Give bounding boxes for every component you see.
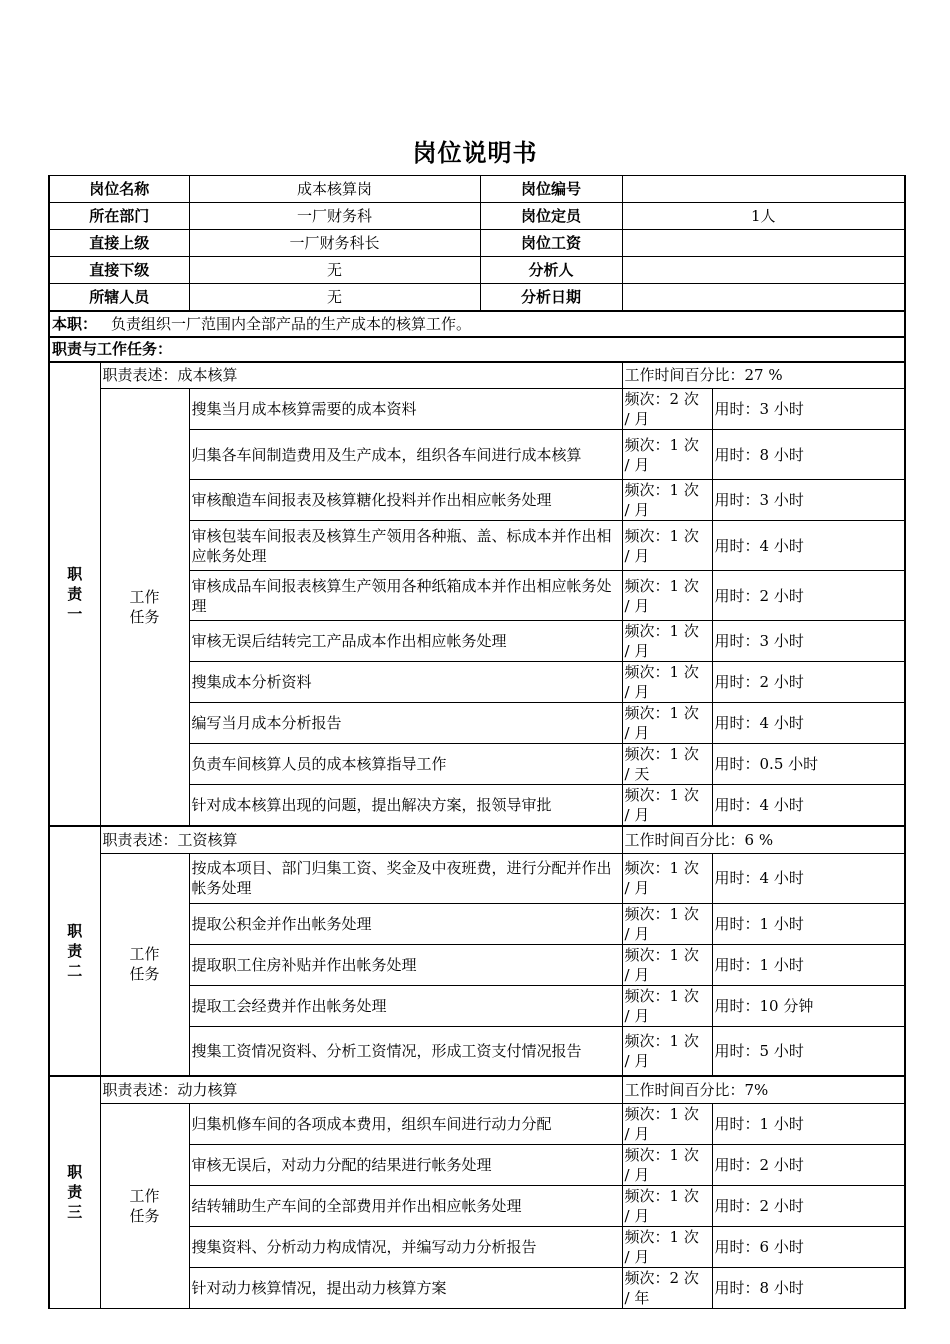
task-duration: 用时：2 小时 xyxy=(712,571,905,621)
duty-desc-row xyxy=(49,826,905,853)
task-frequency xyxy=(622,1185,712,1226)
summary-text: 负责组织一厂范围内全部产品的生产成本的核算工作。 xyxy=(111,314,472,333)
work-task-text: 工作任务 xyxy=(129,588,160,626)
info-row xyxy=(49,284,905,311)
task-duration: 用时：3 小时 xyxy=(712,480,905,521)
frequency-period: / 年 xyxy=(624,1288,650,1307)
info-value xyxy=(622,230,905,257)
frequency-period: / 月 xyxy=(624,1124,650,1143)
frequency-count: 频次：1 次 xyxy=(624,526,699,545)
task-duration: 用时：3 小时 xyxy=(712,389,905,430)
frequency-count: 频次：1 次 xyxy=(624,1145,699,1164)
work-task-label xyxy=(100,389,189,827)
task-text: 搜集资料、分析动力构成情况，并编写动力分析报告 xyxy=(189,1226,622,1267)
summary-row xyxy=(49,311,905,337)
task-text: 针对成本核算出现的问题，提出解决方案，报领导审批 xyxy=(189,785,622,827)
task-text: 搜集工资情况资料、分析工资情况，形成工资支付情况报告 xyxy=(189,1026,622,1076)
work-task-text: 工作任务 xyxy=(129,1186,160,1225)
frequency-count: 频次：1 次 xyxy=(624,1031,699,1050)
frequency-count: 频次：1 次 xyxy=(624,745,699,763)
info-value xyxy=(622,176,905,203)
info-value: 一厂财务科长 xyxy=(189,230,480,257)
task-duration: 用时：2 小时 xyxy=(712,662,905,703)
task-frequency xyxy=(622,903,712,944)
frequency-period: / 月 xyxy=(624,1247,650,1266)
duty-name-text: 职责三 xyxy=(67,1163,83,1222)
task-duration: 用时：4 小时 xyxy=(712,521,905,571)
task-row xyxy=(49,853,905,903)
frequency-count: 频次：1 次 xyxy=(624,786,699,804)
task-duration: 用时：4 小时 xyxy=(712,785,905,827)
task-text: 负责车间核算人员的成本核算指导工作 xyxy=(189,744,622,785)
work-task-text: 工作任务 xyxy=(129,945,160,984)
info-value xyxy=(622,257,905,284)
frequency-count: 频次：1 次 xyxy=(624,859,699,877)
task-text: 按成本项目、部门归集工资、奖金及中夜班费，进行分配并作出帐务处理 xyxy=(189,853,622,903)
task-duration: 用时：1 小时 xyxy=(712,1103,905,1144)
frequency-count: 频次：1 次 xyxy=(624,986,699,1005)
task-text: 搜集成本分析资料 xyxy=(189,662,622,703)
frequency-count: 频次：1 次 xyxy=(624,945,699,964)
frequency-count: 频次：1 次 xyxy=(624,576,699,595)
work-task-label xyxy=(100,1103,189,1308)
task-duration: 用时：8 小时 xyxy=(712,1267,905,1308)
task-duration: 用时：2 小时 xyxy=(712,1185,905,1226)
page-title: 岗位说明书 xyxy=(412,139,538,167)
duty-percent: 工作时间百分比：6 % xyxy=(622,826,905,853)
frequency-count: 频次：1 次 xyxy=(624,663,699,681)
info-row xyxy=(49,257,905,284)
task-duration: 用时：1 小时 xyxy=(712,903,905,944)
frequency-count: 频次：2 次 xyxy=(624,390,699,408)
frequency-count: 频次：1 次 xyxy=(624,481,699,499)
task-duration: 用时：6 小时 xyxy=(712,1226,905,1267)
frequency-period: / 月 xyxy=(624,1206,650,1225)
task-text: 结转辅助生产车间的全部费用并作出相应帐务处理 xyxy=(189,1185,622,1226)
task-frequency xyxy=(622,621,712,662)
frequency-period: / 月 xyxy=(624,1006,650,1025)
task-frequency xyxy=(622,785,712,827)
task-frequency xyxy=(622,1026,712,1076)
task-duration: 用时：2 小时 xyxy=(712,1144,905,1185)
frequency-count: 频次：2 次 xyxy=(624,1268,699,1287)
task-text: 提取工会经费并作出帐务处理 xyxy=(189,985,622,1026)
info-label: 直接下级 xyxy=(49,257,189,284)
task-text: 审核包装车间报表及核算生产领用各种瓶、盖、标成本并作出相应帐务处理 xyxy=(189,521,622,571)
duty-percent: 工作时间百分比：7% xyxy=(622,1076,905,1103)
task-frequency xyxy=(622,480,712,521)
task-frequency xyxy=(622,1267,712,1308)
duty-name xyxy=(49,1076,100,1308)
info-label: 岗位定员 xyxy=(480,203,622,230)
task-duration: 用时：10 分钟 xyxy=(712,985,905,1026)
frequency-count: 频次：1 次 xyxy=(624,704,699,722)
task-text: 审核酿造车间报表及核算糖化投料并作出相应帐务处理 xyxy=(189,480,622,521)
work-task-label xyxy=(100,853,189,1076)
frequency-period: / 月 xyxy=(624,596,650,615)
task-frequency xyxy=(622,430,712,480)
task-text: 编写当月成本分析报告 xyxy=(189,703,622,744)
task-frequency xyxy=(622,1226,712,1267)
frequency-period: / 月 xyxy=(624,683,650,701)
frequency-period: / 月 xyxy=(624,546,650,565)
duty-name-text: 职责一 xyxy=(67,564,83,623)
task-frequency xyxy=(622,944,712,985)
info-label: 直接上级 xyxy=(49,230,189,257)
duty-name xyxy=(49,826,100,1076)
task-text: 审核无误后，对动力分配的结果进行帐务处理 xyxy=(189,1144,622,1185)
frequency-count: 频次：1 次 xyxy=(624,1104,699,1123)
task-duration: 用时：5 小时 xyxy=(712,1026,905,1076)
task-duration: 用时：1 小时 xyxy=(712,944,905,985)
frequency-period: / 月 xyxy=(624,1051,650,1070)
task-frequency xyxy=(622,985,712,1026)
frequency-period: / 月 xyxy=(624,806,650,824)
duty-desc: 职责表述：动力核算 xyxy=(100,1076,622,1103)
task-text: 搜集当月成本核算需要的成本资料 xyxy=(189,389,622,430)
duty-desc-row xyxy=(49,1076,905,1103)
frequency-count: 频次：1 次 xyxy=(624,435,699,454)
info-row xyxy=(49,203,905,230)
info-label: 岗位工资 xyxy=(480,230,622,257)
task-text: 针对动力核算情况，提出动力核算方案 xyxy=(189,1267,622,1308)
summary-label: 本职： xyxy=(52,314,98,333)
duties-header xyxy=(49,337,905,362)
task-text: 归集各车间制造费用及生产成本，组织各车间进行成本核算 xyxy=(189,430,622,480)
duty-percent: 工作时间百分比：27 % xyxy=(622,362,905,389)
task-duration: 用时：4 小时 xyxy=(712,703,905,744)
info-label: 分析日期 xyxy=(480,284,622,311)
task-frequency xyxy=(622,389,712,430)
info-label: 所辖人员 xyxy=(49,284,189,311)
task-frequency xyxy=(622,1103,712,1144)
frequency-period: / 月 xyxy=(624,642,650,660)
info-label: 岗位名称 xyxy=(49,176,189,203)
info-label: 分析人 xyxy=(480,257,622,284)
task-frequency xyxy=(622,703,712,744)
duty-desc: 职责表述：工资核算 xyxy=(100,826,622,853)
task-duration: 用时：0.5 小时 xyxy=(712,744,905,785)
info-value: 一厂财务科 xyxy=(189,203,480,230)
info-value: 无 xyxy=(189,257,480,284)
frequency-period: / 月 xyxy=(624,410,650,428)
task-frequency xyxy=(622,744,712,785)
frequency-period: / 月 xyxy=(624,965,650,984)
duty-name xyxy=(49,362,100,827)
task-text: 提取职工住房补贴并作出帐务处理 xyxy=(189,944,622,985)
duty-name-text: 职责二 xyxy=(67,922,83,980)
task-row xyxy=(49,1103,905,1144)
info-value: 成本核算岗 xyxy=(189,176,480,203)
task-duration: 用时：8 小时 xyxy=(712,430,905,480)
task-text: 归集机修车间的各项成本费用，组织车间进行动力分配 xyxy=(189,1103,622,1144)
task-row xyxy=(49,389,905,430)
task-frequency xyxy=(622,1144,712,1185)
frequency-period: / 月 xyxy=(624,924,650,943)
task-frequency xyxy=(622,571,712,621)
task-frequency xyxy=(622,521,712,571)
duties-header-label: 职责与工作任务： xyxy=(52,340,173,358)
info-value: 1人 xyxy=(622,203,905,230)
task-duration: 用时：4 小时 xyxy=(712,853,905,903)
task-frequency xyxy=(622,853,712,903)
frequency-count: 频次：1 次 xyxy=(624,1186,699,1205)
duties-header-row xyxy=(49,337,905,362)
frequency-count: 频次：1 次 xyxy=(624,904,699,923)
frequency-count: 频次：1 次 xyxy=(624,1227,699,1246)
frequency-count: 频次：1 次 xyxy=(624,622,699,640)
info-label: 岗位编号 xyxy=(480,176,622,203)
info-label: 所在部门 xyxy=(49,203,189,230)
task-text: 提取公积金并作出帐务处理 xyxy=(189,903,622,944)
task-frequency xyxy=(622,662,712,703)
summary-cell xyxy=(49,311,905,337)
task-text: 审核成品车间报表核算生产领用各种纸箱成本并作出相应帐务处理 xyxy=(189,571,622,621)
task-text: 审核无误后结转完工产品成本作出相应帐务处理 xyxy=(189,621,622,662)
frequency-period: / 月 xyxy=(624,1165,650,1184)
job-description-table xyxy=(48,175,906,1309)
duty-desc: 职责表述：成本核算 xyxy=(100,362,622,389)
frequency-period: / 天 xyxy=(624,765,650,783)
frequency-period: / 月 xyxy=(624,501,650,519)
info-row xyxy=(49,230,905,257)
task-duration: 用时：3 小时 xyxy=(712,621,905,662)
info-value xyxy=(622,284,905,311)
duty-desc-row xyxy=(49,362,905,389)
frequency-period: / 月 xyxy=(624,455,650,474)
frequency-period: / 月 xyxy=(624,724,650,742)
frequency-period: / 月 xyxy=(624,879,650,897)
info-value: 无 xyxy=(189,284,480,311)
info-row xyxy=(49,176,905,203)
